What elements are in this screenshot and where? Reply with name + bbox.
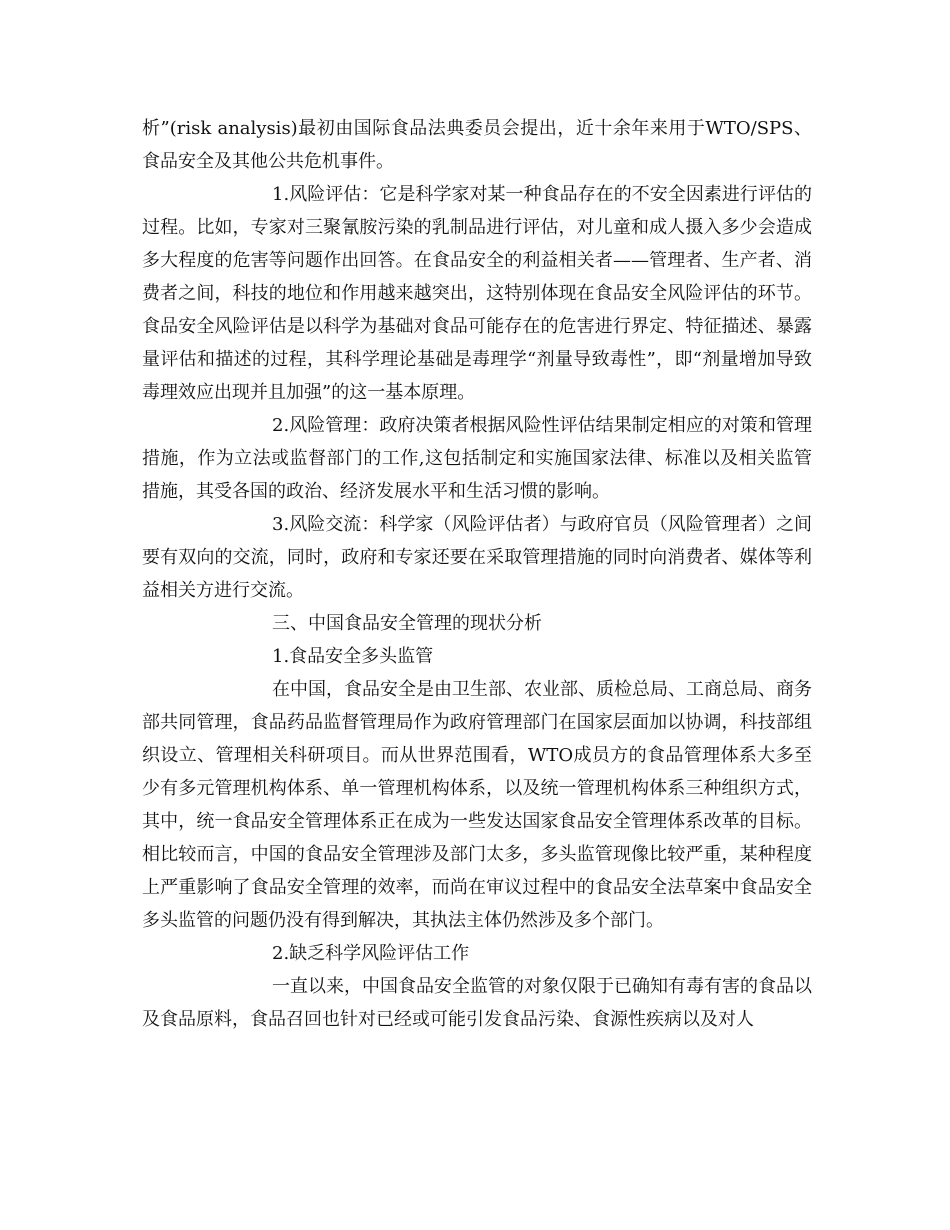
paragraph-lack-of-assessment: 一直以来，中国食品安全监管的对象仅限于已确知有毒有害的食品以及食品原料，食品召回也针对已经或可能引发食品污染、食源性疾病以及对人	[142, 976, 812, 1030]
paragraph-risk-assessment: 1.风险评估：它是科学家对某一种食品存在的不安全因素进行评估的过程。比如，专家对三聚氰胺污染的乳制品进行评估，对儿童和成人摄入多少会造成多大程度的危害等问题作出回答。在食品安全的利益相关者——管理者、生产者、消费者之间，科技的地位和作用越来越突出，这特别体现在食品安全风险评估的环节。食品安全风险评估是以科学为基础对食品可能存在的危害进行界定、特征描述、暴露量评估和描述的过程，其科学理论基础是毒理学“剂量导致毒性”，即“剂量增加导致毒理效应出现并且加强”的这一基本原理。	[142, 184, 812, 403]
subheading-lack-of-assessment: 2.缺乏科学风险评估工作	[272, 943, 470, 964]
subheading-multi-supervision: 1.食品安全多头监管	[272, 646, 434, 667]
paragraph-risk-communication: 3.风险交流：科学家（风险评估者）与政府官员（风险管理者）之间要有双向的交流，同时，政府和专家还要在采取管理措施的同时向消费者、媒体等利益相关方进行交流。	[142, 514, 812, 601]
paragraph-multi-supervision: 在中国，食品安全是由卫生部、农业部、质检总局、工商总局、商务部共同管理，食品药品监督管理局作为政府管理部门在国家层面加以协调，科技部组织设立、管理相关科研项目。而从世界范围看，WTO成员方的食品管理体系大多至少有多元管理机构体系、单一管理机构体系，以及统一管理机构体系三种组织方式，其中，统一食品安全管理体系正在成为一些发达国家食品安全管理体系改革的目标。相比较而言，中国的食品安全管理涉及部门太多，多头监管现像比较严重，某种程度上严重影响了食品安全管理的效率，而尚在审议过程中的食品安全法草案中食品安全多头监管的问题仍没有得到解决，其执法主体仍然涉及多个部门。	[142, 679, 812, 931]
paragraph-intro: 析”(risk analysis)最初由国际食品法典委员会提出，近十余年来用于WTO/SPS、食品安全及其他公共危机事件。	[142, 118, 812, 172]
document-page	[142, 112, 812, 1036]
section-heading-3: 三、中国食品安全管理的现状分析	[272, 613, 542, 634]
paragraph-risk-management: 2.风险管理：政府决策者根据风险性评估结果制定相应的对策和管理措施，作为立法或监督部门的工作,这包括制定和实施国家法律、标准以及相关监管措施，其受各国的政治、经济发展水平和生活习惯的影响。	[142, 415, 812, 502]
